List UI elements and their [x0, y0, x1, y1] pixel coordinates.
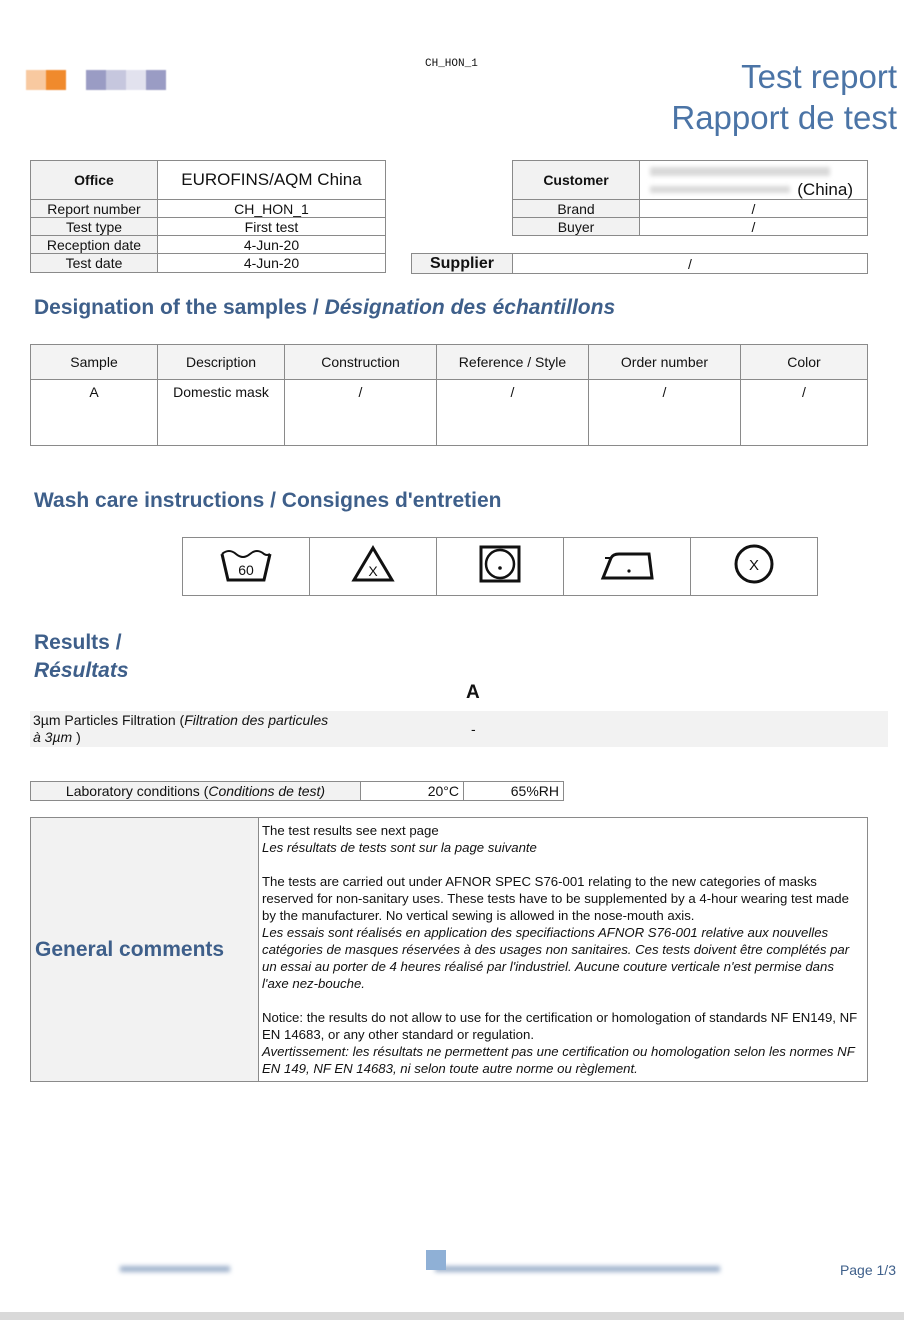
- wash-temperature: 60: [238, 562, 254, 578]
- document-id: CH_HON_1: [425, 58, 478, 70]
- cell-description: Domestic mask: [158, 380, 285, 446]
- results-column-a: A: [466, 682, 480, 703]
- samples-table: [30, 344, 868, 446]
- lab-label-fr: Conditions de test): [208, 783, 326, 799]
- brand-value: /: [640, 200, 868, 218]
- footer-page-number: Page 1/3: [839, 1262, 896, 1278]
- redacted-name-2: [650, 186, 790, 193]
- buyer-label: Buyer: [513, 218, 640, 236]
- redacted-name: [650, 167, 830, 176]
- col-description: Description: [158, 345, 285, 380]
- dryclean-mark: X: [748, 557, 760, 574]
- reception-date-value: 4-Jun-20: [158, 236, 386, 254]
- report-number-label: Report number: [31, 200, 158, 218]
- col-sample: Sample: [31, 345, 158, 380]
- no-dry-clean-icon: [726, 542, 782, 586]
- page-bottom-edge: [0, 1312, 904, 1320]
- company-logo: [26, 70, 171, 90]
- col-reference: Reference / Style: [437, 345, 589, 380]
- wash-care-table: [182, 537, 818, 596]
- comment-1-en: The test results see next page: [262, 823, 439, 838]
- title-fr: Rapport de test: [671, 99, 897, 136]
- cell-construction: /: [285, 380, 437, 446]
- office-value: EUROFINS/AQM China: [158, 161, 386, 200]
- results-label-fr2: à 3µm: [33, 729, 73, 745]
- footer-logo: [426, 1250, 446, 1270]
- cell-reference: /: [437, 380, 589, 446]
- customer-country: (China): [797, 180, 853, 199]
- title-en: Test report: [741, 58, 897, 95]
- report-number-value: CH_HON_1: [158, 200, 386, 218]
- wash-symbol-cell: [183, 538, 310, 596]
- results-value: -: [471, 721, 476, 737]
- lab-label-en: Laboratory conditions (: [65, 783, 209, 799]
- results-heading-en: Results /: [34, 631, 122, 654]
- supplier-table: [411, 253, 868, 274]
- wash-care-heading: Wash care instructions / Consignes d'entretien: [34, 489, 502, 512]
- results-label-end: ): [72, 729, 81, 745]
- results-row: [30, 711, 888, 747]
- results-label-en: 3µm Particles Filtration (: [33, 712, 185, 728]
- general-comments-label: [31, 818, 259, 1082]
- test-date-label: Test date: [31, 254, 158, 273]
- lab-humidity: 65%RH: [464, 782, 564, 801]
- lab-temperature: 20°C: [361, 782, 464, 801]
- no-bleach-icon: [350, 544, 396, 584]
- customer-table: [512, 160, 868, 236]
- results-label-fr: Filtration des particules: [184, 712, 329, 728]
- customer-value: [640, 161, 868, 200]
- reception-date-label: Reception date: [31, 236, 158, 254]
- comment-3-en: Notice: the results do not allow to use for the certification or homologation of standards NF EN149, NF EN 14683, or any other standard or regulation.: [262, 1010, 858, 1042]
- comment-2-fr: Les essais sont réalisés en application des specifiactions AFNOR S76-001 relative aux nouvelles catégories de masques réservées à des usages non sanitaires. Ces tests doivent être complétés par un essai au porter de 4 heures réalisé par l'industriel. Aucune couture verticale n'est permise dans l'axe nez-bouche.: [262, 925, 850, 991]
- col-order-number: Order number: [589, 345, 741, 380]
- supplier-label: Supplier: [412, 254, 513, 274]
- lab-conditions-table: [30, 781, 564, 801]
- test-date-value: 4-Jun-20: [158, 254, 386, 273]
- results-heading-fr: Résultats: [34, 659, 129, 682]
- customer-label: Customer: [513, 161, 640, 200]
- bleach-mark: X: [368, 563, 378, 579]
- cell-sample: A: [31, 380, 158, 446]
- comment-3-fr: Avertissement: les résultats ne permettent pas une certification ou homologation selon les normes NF EN 149, NF EN 14683, ni selon toute autre norme ou règlement.: [262, 1044, 855, 1076]
- general-comments-body: [259, 818, 868, 1082]
- footer-address-blur: [120, 1262, 720, 1276]
- tumble-dry-low-icon: [477, 544, 523, 584]
- samples-heading: [34, 296, 615, 320]
- results-row-label: [33, 712, 373, 746]
- samples-heading-fr: Désignation des échantillons: [324, 296, 616, 319]
- brand-label: Brand: [513, 200, 640, 218]
- general-comments-table: [30, 817, 868, 1082]
- lab-conditions-label: [31, 782, 361, 801]
- buyer-value: /: [640, 218, 868, 236]
- general-comments-title: General comments: [35, 937, 225, 961]
- cell-color: /: [741, 380, 868, 446]
- comment-2-en: The tests are carried out under AFNOR SPEC S76-001 relating to the new categories of masks reserved for non-sanitary uses. These tests have to be supplemented by a 4-hour wearing test made by the manufacturer. No vertical sewing is allowed in the nose-mouth axis.: [262, 874, 849, 923]
- supplier-value: /: [513, 254, 868, 274]
- test-type-label: Test type: [31, 218, 158, 236]
- iron-low-icon: [597, 544, 657, 584]
- comment-1-fr: Les résultats de tests sont sur la page suivante: [262, 840, 537, 855]
- test-type-value: First test: [158, 218, 386, 236]
- office-table: [30, 160, 386, 273]
- col-construction: Construction: [285, 345, 437, 380]
- wash-60-icon: [218, 544, 274, 584]
- cell-order-number: /: [589, 380, 741, 446]
- bleach-symbol-cell: [310, 538, 437, 596]
- dryclean-symbol-cell: [691, 538, 818, 596]
- samples-heading-en: Designation of the samples /: [34, 296, 325, 319]
- col-color: Color: [741, 345, 868, 380]
- iron-symbol-cell: [564, 538, 691, 596]
- dry-symbol-cell: [437, 538, 564, 596]
- office-label: Office: [31, 161, 158, 200]
